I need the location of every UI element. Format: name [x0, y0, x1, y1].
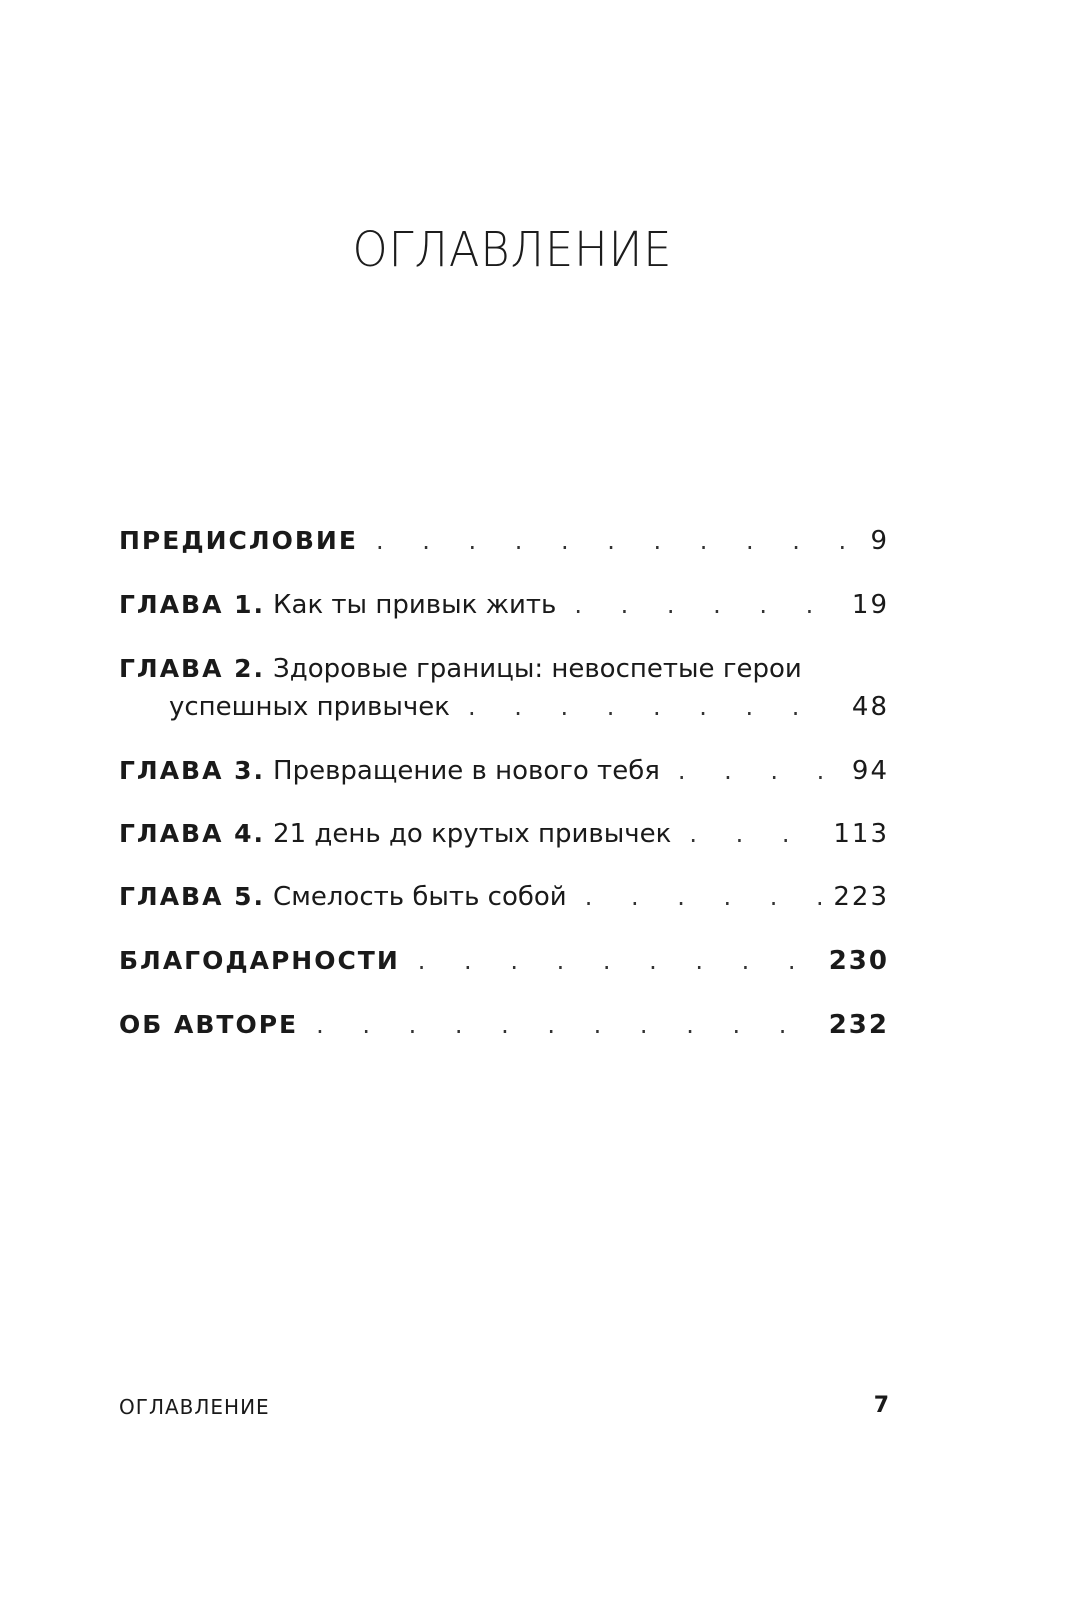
footer-page-number: 7 [873, 1393, 889, 1418]
toc-entry-preface[interactable] [119, 521, 889, 561]
toc-entry-label: ГЛАВА 1. [119, 590, 266, 619]
toc-page-number: 230 [828, 946, 889, 976]
page-title: ОГЛАВЛЕНИЕ [352, 222, 673, 278]
toc-entry-chapter-1[interactable] [119, 585, 889, 625]
toc-entry-title: Здоровые границы: невоспетые герои [273, 654, 802, 684]
toc-page-number: 9 [870, 526, 889, 556]
toc-entry-label: ПРЕДИСЛОВИЕ [119, 526, 358, 555]
toc-entry-label: ОБ АВТОРЕ [119, 1010, 299, 1039]
toc-page-number: 232 [828, 1010, 889, 1040]
dot-leader [316, 1005, 817, 1045]
toc-entry-label: БЛАГОДАРНОСТИ [119, 946, 400, 975]
toc-entry-label: ГЛАВА 4. [119, 819, 266, 848]
toc-entry-title: 21 день до крутых привычек [273, 819, 672, 849]
toc-entry-label: ГЛАВА 5. [119, 882, 266, 911]
dot-leader [376, 521, 859, 561]
toc-entry-acknowledgements[interactable] [119, 941, 889, 981]
toc-entry-chapter-5[interactable] [119, 877, 889, 917]
dot-leader [418, 941, 817, 981]
toc-entry-title-continued: успешных привычек [169, 692, 450, 722]
toc-page-number: 48 [851, 692, 889, 722]
table-of-contents [119, 0, 889, 1100]
toc-entry-chapter-3[interactable] [119, 751, 889, 791]
toc-entry-about-author[interactable] [119, 1005, 889, 1045]
toc-entry-chapter-4[interactable] [119, 814, 889, 854]
toc-page-number: 113 [833, 819, 889, 849]
toc-page-number: 94 [851, 756, 889, 786]
toc-page-number: 223 [833, 882, 889, 912]
toc-page-number: 19 [851, 590, 889, 620]
dot-leader [574, 585, 840, 625]
toc-entry-title: Как ты привык жить [273, 590, 557, 620]
toc-entry-title: Смелость быть собой [273, 882, 567, 912]
toc-entry-chapter-2-continued[interactable] [119, 687, 889, 727]
running-footer-title: ОГЛАВЛЕНИЕ [119, 1395, 270, 1419]
toc-entry-chapter-2[interactable] [119, 649, 889, 689]
toc-entry-label: ГЛАВА 2. [119, 654, 266, 683]
dot-leader [678, 751, 840, 791]
toc-entry-title: Превращение в нового тебя [273, 756, 660, 786]
dot-leader [689, 814, 821, 854]
toc-entry-label: ГЛАВА 3. [119, 756, 266, 785]
dot-leader [468, 687, 840, 727]
dot-leader [585, 877, 822, 917]
